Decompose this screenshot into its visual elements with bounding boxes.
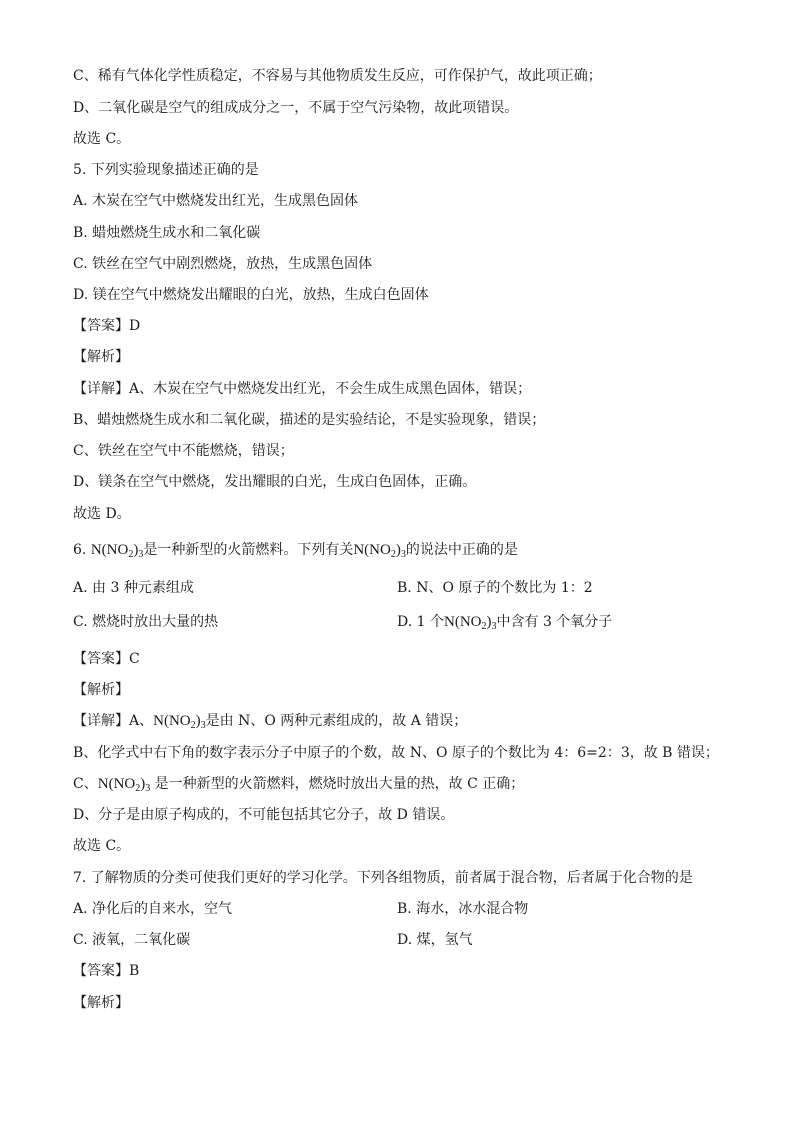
explanation-line-d: D、二氧化碳是空气的组成成分之一，不属于空气污染物，故此项错误。 (73, 100, 519, 116)
question-6-option-a: A. 由 3 种元素组成 (73, 580, 194, 596)
formula-n-no2-3: $N(NO_2)_3$ (90, 542, 144, 560)
question-5-option-a: A. 木炭在空气中燃烧发出红光，生成黑色固体 (73, 193, 359, 209)
question-5-analysis-label: 【解析】 (73, 349, 129, 365)
question-7-option-d: D. 煤，氢气 (397, 932, 473, 948)
question-5-detail-a: 【详解】A、木炭在空气中燃烧发出红光，不会生成生成黑色固体，错误； (73, 381, 532, 397)
question-5-select: 故选 D。 (73, 506, 131, 522)
question-6-detail-d: D、分子是由原子构成的，不可能包括其它分子，故 D 错误。 (73, 807, 455, 823)
question-7-title: 7. 了解物质的分类可使我们更好的学习化学。下列各组物质，前者属于混合物，后者属于化合物的是 (73, 870, 693, 886)
formula-n-no2-3: $N(NO_2)_3$ (153, 713, 206, 731)
question-5-detail-d: D、镁条在空气中燃烧，发出耀眼的白光，生成白色固体，正确。 (73, 474, 477, 490)
question-7-options-row-1 (73, 899, 723, 919)
question-6-answer: 【答案】C (73, 651, 140, 667)
question-6-analysis-label: 【解析】 (73, 682, 129, 698)
question-5-option-d: D. 镁在空气中燃烧发出耀眼的白光，放热，生成白色固体 (73, 287, 429, 303)
question-7-analysis-label: 【解析】 (73, 995, 129, 1011)
question-7-options-row-2 (73, 930, 723, 950)
question-7-option-c: C. 液氧，二氧化碳 (73, 932, 191, 948)
question-5-option-b: B. 蜡烛燃烧生成水和二氧化碳 (73, 225, 261, 241)
formula-n-no2-3: $N(NO_2)_3$ (97, 776, 151, 794)
question-5-detail-c: C、铁丝在空气中不能燃烧，错误； (73, 443, 294, 459)
explanation-line-c: C、稀有气体化学性质稳定，不容易与其他物质发生反应，可作保护气，故此项正确； (73, 68, 602, 84)
question-6-detail-a: 【详解】A、$N(NO_2)_3$是由 N、O 两种元素组成的，故 A 错误； (73, 713, 468, 731)
question-5-option-c: C. 铁丝在空气中剧烈燃烧，放热，生成黑色固体 (73, 256, 373, 272)
question-6-option-b: B. N、O 原子的个数比为 1：2 (397, 580, 593, 596)
formula-n-no2-3: $N(NO_2)_3$ (353, 542, 406, 560)
question-5-title: 5. 下列实验现象描述正确的是 (73, 162, 259, 178)
question-6-option-d: D. 1 个$N(NO_2)_3$中含有 3 个氧分子 (397, 614, 613, 632)
question-5-answer: 【答案】D (73, 318, 141, 334)
question-7-option-a: A. 净化后的自来水，空气 (73, 901, 233, 917)
answer-select: 故选 C。 (73, 131, 131, 147)
question-6-title: 6. $N(NO_2)_3$是一种新型的火箭燃料。下列有关$N(NO_2)_3$的说法中正确的是 (73, 542, 518, 560)
question-6-options-row-2 (73, 612, 723, 632)
question-7-option-b: B. 海水，冰水混合物 (397, 901, 529, 917)
formula-n-no2-3: $N(NO_2)_3$ (443, 614, 497, 632)
question-6-detail-b: B、化学式中右下角的数字表示分子中原子的个数，故 N、O 原子的个数比为 4：6=2：3，故 B 错误； (73, 745, 719, 761)
question-6-option-c: C. 燃烧时放出大量的热 (73, 614, 219, 630)
question-6-options-row-1 (73, 578, 723, 598)
question-6-select: 故选 C。 (73, 838, 131, 854)
question-5-detail-b: B、蜡烛燃烧生成水和二氧化碳，描述的是实验结论，不是实验现象，错误； (73, 412, 546, 428)
question-6-detail-c: C、$N(NO_2)_3$ 是一种新型的火箭燃料，燃烧时放出大量的热，故 C 正确； (73, 776, 525, 794)
question-7-answer: 【答案】B (73, 963, 140, 979)
